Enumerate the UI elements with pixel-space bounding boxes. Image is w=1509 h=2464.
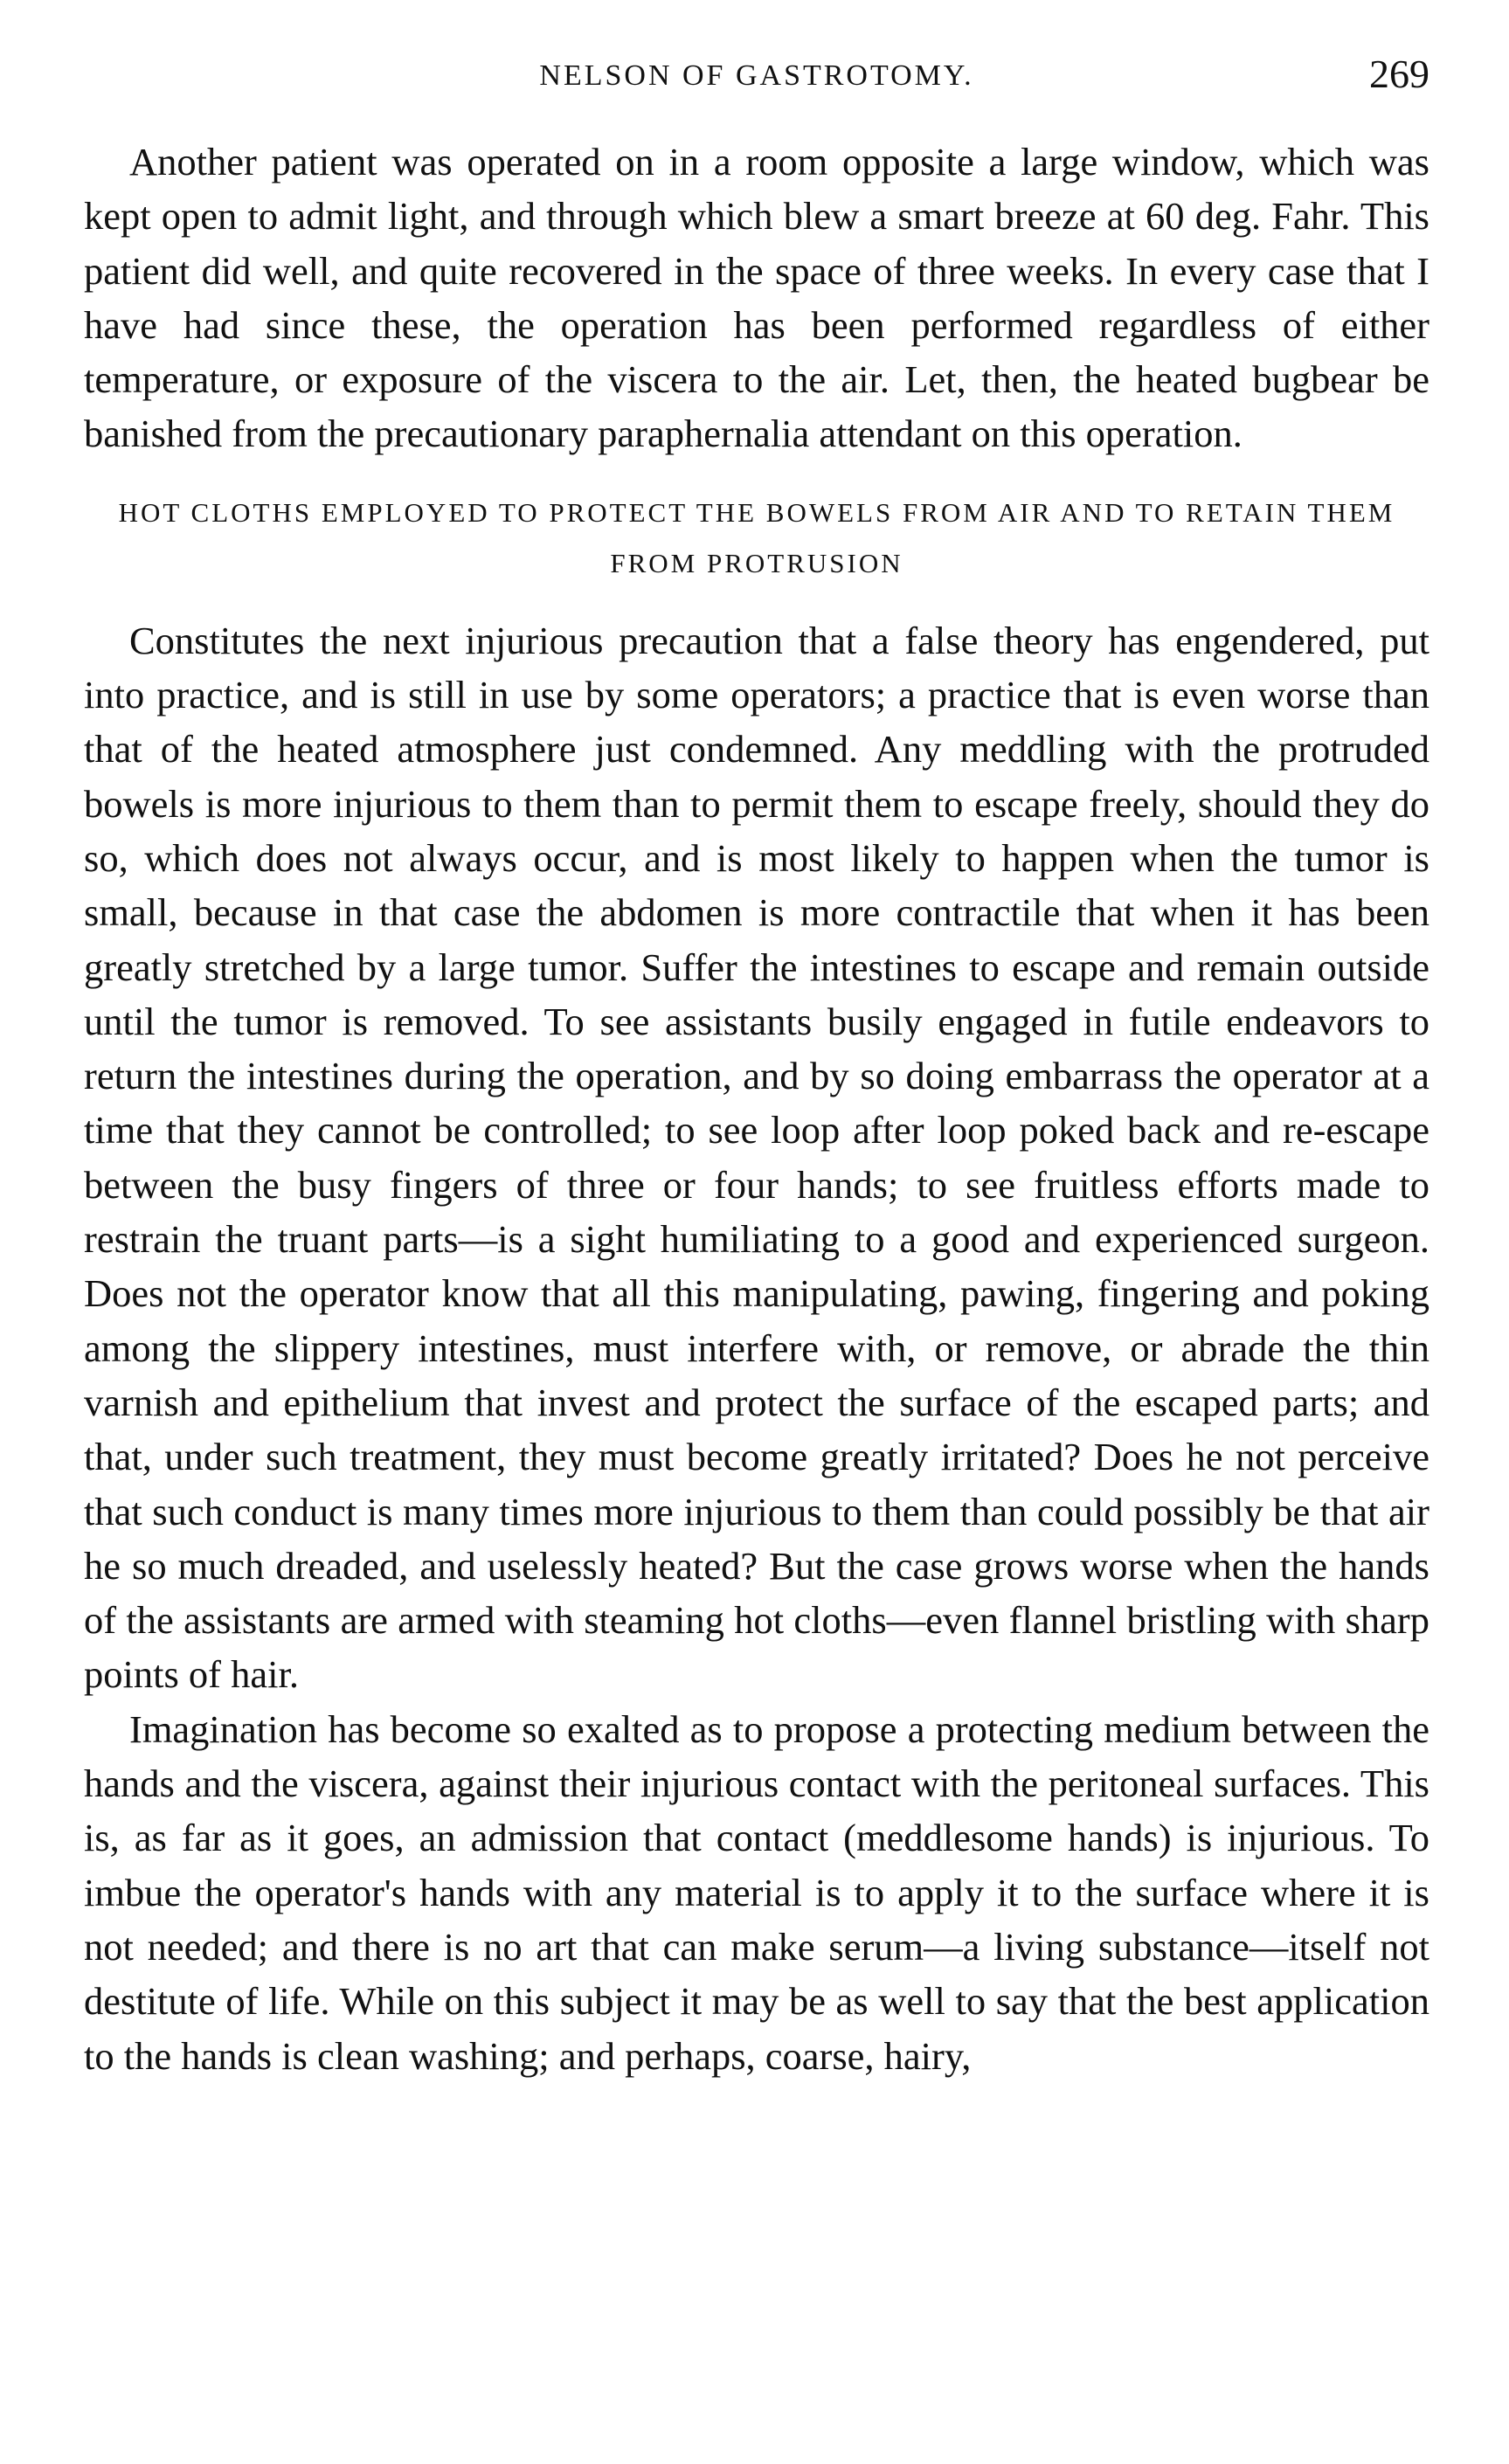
book-page bbox=[84, 51, 1429, 2083]
paragraph-hot-cloths: Constitutes the next injurious precaution that a false theory has engendered, put into practice, and is still in use by some operators; a practice that is even worse than that of the heated atmosphere just condemned. Any meddling with the protruded bowels is more injurious to them than to permit them to escape freely, should they do so, which does not always occur, and is most likely to happen when the tumor is small, because in that case the abdomen is more contractile that when it has been greatly stretched by a large tumor. Suffer the intestines to escape and remain outside until the tumor is removed. To see assistants busily engaged in futile endeavors to return the intestines during the operation, and by so doing embarrass the operator at a time that they cannot be controlled; to see loop after loop poked back and re-escape between the busy fingers of three or four hands; to see fruitless efforts made to restrain the truant parts—is a sight humiliating to a good and experienced surgeon. Does not the operator know that all this manipulating, pawing, fingering and poking among the slippery intestines, must interfere with, or remove, or abrade the thin varnish and epithelium that invest and protect the surface of the escaped parts; and that, under such treatment, they must become greatly irritated? Does he not perceive that such conduct is many times more injurious to them than could possibly be that air he so much dreaded, and uselessly heated? But the case grows worse when the hands of the assistants are armed with steaming hot cloths—even flannel bristling with sharp points of hair. bbox=[84, 618, 1429, 1697]
paragraph-heated-air: Another patient was operated on in a room opposite a large window, which was kept open to admit light, and through which blew a smart breeze at 60 deg. Fahr. This patient did well, and quite recovered in the space of three weeks. In every case that I have had since these, the operation has been performed regardless of either temperature, or exposure of the viscera to the air. Let, then, the heated bugbear be banished from the precautionary paraphernalia attendant on this operation. bbox=[84, 140, 1429, 456]
page-number: 269 bbox=[1369, 52, 1429, 96]
running-head bbox=[84, 51, 1429, 112]
running-title: NELSON OF GASTROTOMY. bbox=[539, 59, 974, 92]
section-heading: HOT CLOTHS EMPLOYED TO PROTECT THE BOWELS FROM AIR AND TO RETAIN THEM FROM PROTRUSION bbox=[118, 496, 1395, 578]
paragraph-protecting-medium: Imagination has become so exalted as to propose a protecting medium between the hands and the viscera, against their injurious contact with the peritoneal surfaces. This is, as far as it goes, an admission that contact (meddlesome hands) is injurious. To imbue the operator's hands with any material is to apply it to the surface where it is not needed; and there is no art that can make serum—a living substance—itself not destitute of life. While on this subject it may be as well to say that the best application to the hands is clean washing; and perhaps, coarse, hairy, bbox=[84, 1706, 1429, 2078]
